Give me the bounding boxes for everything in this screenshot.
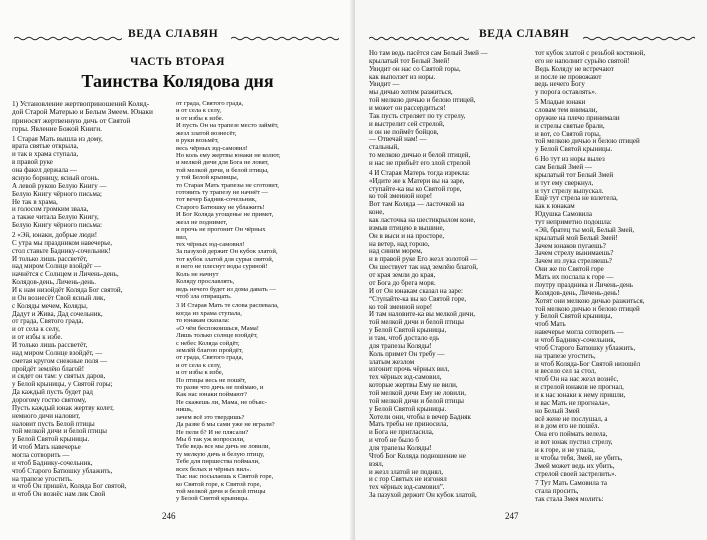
verse-line: и прочь не прогонит Он чёрных	[176, 226, 266, 234]
verse-line: Хотели они, чтобы в вечер Бадняк	[369, 412, 471, 421]
verse-line: 1 Старая Мать вышла из дому,	[12, 134, 103, 143]
verse-line: и к горе, и не упала,	[535, 445, 595, 454]
verse-line: той мелкой дичи и белой птицы	[369, 318, 464, 327]
verse-line: ко той змеиной норе!	[369, 302, 433, 311]
verse-line: на ветер, над горою,	[369, 239, 430, 248]
verse-line: и чтоб Баднику-сочельник,	[535, 335, 616, 344]
verse-line: и с гор Святых не изгонял	[369, 475, 447, 484]
verse-line: у Белой Святой крыницы,	[535, 312, 613, 321]
verse-line: на трапезе угостить.	[12, 474, 73, 483]
verse-line: и от избы к избе.	[176, 114, 224, 122]
verse-line: для трапезы Коляды!	[369, 341, 432, 350]
verse-line: той мелкою дичью и белою птицей	[535, 304, 640, 313]
verse-line: стрелой своей застрелить».	[535, 469, 617, 478]
verse-line: и от села к селу,	[12, 325, 60, 334]
verse-line: у Белой крыницы, у Святой горы;	[12, 380, 113, 389]
verse-line: Колядов-день, Личень-день!	[535, 288, 620, 297]
verse-line: С утра мы праздником навечерье,	[12, 238, 113, 247]
verse-line: тот кубок златой с резьбой костяной,	[535, 49, 646, 57]
verse-line: Но коль ему жертвы юнаки не колют,	[176, 151, 281, 159]
verse-line: когда из храма ступала,	[176, 309, 242, 317]
verse-line: И Бог Коляда угощенье не примет,	[176, 211, 274, 219]
verse-line: и после не провожают	[535, 72, 602, 81]
verse-line: чтоб Мать	[535, 320, 566, 329]
verse-line: За пазухой держит Он кубок златой,	[176, 248, 278, 256]
verse-line: «Идите же к Матери вы на заре,	[369, 176, 465, 185]
verse-line: навечерье могла сотворить —	[535, 328, 624, 337]
verse-line: Увидит —	[369, 80, 400, 89]
verse-line: Мать их послала к горе —	[535, 273, 614, 282]
running-header	[0, 28, 355, 48]
verse-line: Он в выси и на просторе,	[369, 231, 445, 240]
verse-line: Дадут и Жива, Дад сочельник,	[12, 309, 103, 318]
verse-line: Но там ведь пасётся сам Белый Змей —	[369, 49, 488, 57]
verse-line: ту мелкую дичь и белую птицу,	[176, 450, 265, 458]
verse-line: у Белой Святой крыницы.	[12, 435, 90, 444]
verse-line: стала просить,	[535, 487, 579, 496]
verse-line: “Ступайте-ка вы ко Святой горе,	[369, 294, 467, 303]
page-number-right: 247	[505, 511, 519, 521]
verse-line: дорогому гостю святому,	[12, 395, 87, 404]
verse-line: то мелкою дичью и белой птицей,	[369, 151, 471, 160]
verse-line: вил,	[176, 233, 188, 241]
verse-line: от Бога до брега моря.	[369, 278, 436, 287]
verse-line: у той Белой крыницы,	[176, 174, 239, 182]
verse-line: дой Старой Матерью и Белым Змеем. Юнаки	[12, 107, 153, 117]
verse-line: изгонит прочь чёрных вил,	[369, 365, 450, 374]
verse-line: А левой рукою Белую Книгу —	[12, 181, 107, 190]
verse-line: на трапезе угостить,	[535, 351, 596, 360]
verse-line: взял,	[369, 459, 384, 468]
verse-line: Не скажешь ли, Мама, не объяс-	[176, 398, 267, 406]
verse-line: немного дичи наловит,	[12, 411, 81, 420]
verse-line: и нас не прибьёт его злой стрелой	[369, 159, 471, 168]
verse-line: Колядов-день, Личень-день.	[12, 278, 96, 287]
right-column-1	[369, 50, 539, 500]
verse-line: тех чёрных юд-самовил”.	[369, 483, 445, 492]
verse-line: врата святые открыла,	[12, 142, 79, 151]
verse-line: чтоб Старого Батюшку ублажить,	[12, 466, 113, 475]
verse-line: поутру праздника и Личень-день	[535, 280, 633, 289]
verse-line: И от Он юнакам сказал на заре:	[369, 286, 463, 295]
verse-line: И к нам низойдёт Коляда Бог святой,	[12, 285, 123, 294]
verse-line: Она его поймать велела,	[535, 430, 608, 439]
verse-line: словам тем внимали,	[535, 106, 598, 115]
verse-line: Зачем из лука стреляешь?	[535, 257, 612, 266]
verse-line: Коляду прославлять,	[176, 278, 235, 286]
verse-line: и сядет он там: у святых даров,	[12, 372, 106, 381]
verse-line: зачем всё это твердишь?	[176, 413, 245, 421]
verse-line: мы дичью хотим разжиться,	[369, 88, 453, 97]
verse-line: тот вечер Бадник-сочельник,	[176, 196, 257, 204]
left-column-2	[176, 100, 348, 503]
verse-line: 3 И Старая Мать те слова распевала,	[176, 302, 279, 310]
verse-line: той мелкой дичи и белой птицы	[12, 427, 107, 436]
verse-line: 1) Установление жертвоприношений Коляд-	[12, 99, 150, 108]
header-ornament-left	[14, 36, 122, 41]
verse-line: Коль не начнут	[176, 270, 219, 278]
verse-line: которые жертвы Ему не вили,	[369, 381, 458, 390]
verse-line: от града, Святого града,	[176, 100, 244, 107]
verse-line: и чтоб не было б	[369, 436, 419, 445]
verse-line: и от избы к избе.	[12, 333, 63, 342]
verse-line: Тыс нас посылаешь к Святой горе,	[176, 473, 274, 481]
verse-line: чтоб Он на нас жезл вознёс,	[535, 375, 619, 384]
verse-line: жезл златой вознесёт,	[176, 129, 237, 137]
verse-line: И там наловите-ка вы мелкой дичи,	[369, 310, 475, 319]
verse-line: как ласточка на шестикрылом коне,	[369, 216, 476, 225]
verse-line: у Белой Святой крыницы.	[535, 145, 613, 154]
verse-line: а также читала Белую Книгу,	[12, 213, 99, 222]
book-title: ВЕДА СЛАВЯН	[128, 28, 219, 40]
verse-line: у Белой Святой крыницы,	[369, 326, 447, 335]
verse-line: и к нас юнаки к нему пришли,	[535, 390, 626, 399]
verse-line: «Эй, братец ты мой, Белый Змей,	[535, 225, 635, 234]
verse-line: тех чёрных юд-самовил,	[369, 373, 442, 382]
verse-line: и стрелы святые брали,	[535, 121, 605, 130]
verse-line: и чтоб Баднику-сочельник,	[12, 458, 93, 467]
verse-line: Они же по Святой горе	[535, 265, 604, 274]
verse-line: от края земли до края,	[369, 271, 436, 280]
verse-line: над миром Солнце взойдёт —	[12, 262, 102, 271]
chapter-title: Таинства Колядова дня	[81, 71, 274, 91]
verse-line: И чтоб Мать навечерье	[12, 443, 81, 452]
verse-line: нишь,	[176, 406, 193, 414]
verse-line: Тебе ведь все мы дичь не ловили,	[176, 443, 271, 451]
verse-line: чтоб зла отвращать.	[176, 292, 232, 300]
verse-line: стальный,	[369, 143, 400, 152]
verse-line: Белую Книгу чёрного письма;	[12, 189, 102, 198]
verse-line: у порога оставлять».	[535, 88, 597, 97]
verse-line: 7 Тут Мать Самовила та	[535, 479, 607, 488]
verse-line: и в дом его не пошёл.	[535, 422, 600, 431]
verse-line: Вот там Коляда — ласточкой на	[369, 200, 465, 209]
verse-line: и от избы к избе,	[176, 369, 224, 377]
verse-line: и жезл златой не поднял,	[369, 467, 444, 476]
verse-line: Мать требы не приносила,	[369, 420, 449, 429]
verse-line: чтоб Старого Батюшку ублажить,	[535, 343, 636, 352]
verse-line: сам Белый Змей —	[535, 163, 592, 172]
verse-line: наловит пусть Белой птицы	[12, 419, 95, 428]
verse-line: той мелкой дичи Ему не ловили,	[369, 388, 466, 397]
verse-line: Змей может ведь их убить,	[535, 461, 615, 470]
verse-line: — Отвечай нам! —	[369, 135, 427, 144]
verse-line: И только лишь рассветёт,	[12, 254, 88, 263]
verse-line: сметая кругом снежные поля —	[12, 356, 108, 365]
verse-line: и стрелой юнаков не прогнал,	[535, 383, 624, 392]
verse-line: взмыв птицею в вышине,	[369, 223, 445, 232]
verse-line: и чтоб Он пришёл, Коляда Бог святой,	[12, 482, 127, 491]
verse-line: той мелкою дичью и белою птицей	[535, 137, 640, 146]
verse-line: Да разве б мы сами уже не играли?	[176, 421, 275, 429]
verse-line: Увидит он нас со Святой горы,	[369, 64, 461, 73]
verse-line: и вот юнак пустил стрелу,	[535, 438, 613, 447]
verse-line: и весело сел за стол,	[535, 367, 596, 376]
verse-line: той мелкой дичи и белой птицы	[176, 487, 266, 495]
page-number-left: 246	[162, 511, 176, 521]
verse-line: его не наполнит сурьёю святой!	[535, 56, 630, 65]
verse-line: той мелкой дичи и белой птицы	[369, 396, 464, 405]
verse-line: и мелкой дичи для Бога не ловят,	[176, 159, 269, 167]
verse-line: с Коляды мечем, Коляды,	[12, 301, 88, 310]
verse-line: За пазухой держит Он кубок златой,	[369, 491, 477, 500]
verse-line: жезл не поднимет,	[176, 218, 228, 226]
verse-line: Как нас юнаки поймают?	[176, 391, 247, 399]
verse-line: то Старая Мать трапезы не сготовит,	[176, 181, 279, 189]
verse-line: и выстрелит сей стрелой,	[369, 119, 445, 128]
verse-line: готовить ту трапезу не начнёт —	[176, 189, 268, 197]
verse-line: Тебе для пиршества поймали,	[176, 458, 260, 466]
running-header-right	[355, 28, 707, 48]
header-ornament-right	[231, 36, 339, 41]
verse-line: и тут стрелу выпускал.	[535, 186, 604, 195]
verse-line: Он шествует так над землёю благой,	[369, 263, 478, 272]
header-ornament-right	[583, 36, 695, 41]
verse-line: Так пусть стреляет по ту стрелу,	[369, 111, 466, 120]
verse-line: По птицы весь не пошёт,	[176, 376, 246, 384]
verse-line: в правой руке	[12, 158, 53, 167]
verse-line: тут неприметно подошла:	[535, 218, 612, 227]
verse-line: Белую Книгу чёрного письма:	[12, 221, 102, 230]
verse-line: Зачем стрелу вынимаешь?	[535, 249, 614, 258]
verse-line: так стала Змея молить:	[535, 495, 604, 504]
header-ornament-left	[369, 36, 469, 41]
verse-line: Старого Батюшку не ублажить!	[176, 203, 265, 211]
verse-line: Ещё тут стрела не взлетела,	[535, 194, 618, 203]
verse-line: и там, чтоб достало едь	[369, 333, 440, 342]
verse-line: Лишь только солнце взойдёт,	[176, 332, 258, 340]
verse-line: 6 Но тут из норы вылез	[535, 155, 605, 164]
verse-line: и вот, со Святой горы,	[535, 129, 601, 138]
verse-line: для трапезы Коляды!	[369, 443, 432, 452]
verse-line: всё жене не послушал, а	[535, 414, 608, 423]
verse-line: и может он рассердиться!	[369, 104, 446, 113]
verse-line: могла сотворить —	[12, 451, 70, 459]
verse-line: Не так в храма,	[12, 197, 58, 206]
verse-line: от града, Святого града,	[176, 354, 244, 362]
verse-line: 5 Младые юнаки	[535, 98, 586, 107]
verse-line: ко той змеиной норе!	[369, 192, 433, 201]
verse-line: у Белой Святой крыницы.	[176, 495, 249, 503]
verse-line: но Белый Змей	[535, 406, 580, 415]
verse-line: то юнакам сказала:	[176, 317, 230, 325]
section-label: ЧАСТЬ ВТОРАЯ	[130, 56, 225, 68]
verse-line: всех белых и чёрных вил».	[176, 465, 252, 473]
verse-line: и в правой руке Его жезл золотой —	[369, 255, 478, 264]
verse-line: крылатый тот Белый Змей!	[369, 56, 450, 65]
verse-line: тот кубок златой для сурьи святой,	[176, 255, 274, 263]
verse-line: ведь нечего будет из дома давать —	[176, 285, 276, 293]
verse-line: и от села к селу,	[176, 361, 222, 369]
verse-line: крылатый тот Белый Змей	[535, 170, 614, 179]
verse-line: с небес Коляда сойдёт,	[176, 339, 240, 347]
verse-line: и голосом громким звала,	[12, 205, 89, 214]
verse-line: Зачем юнаков пугаешь?	[535, 241, 606, 250]
verse-line: в руки возьмёт,	[176, 137, 219, 145]
verse-line: стол ставьте Баднику-сочельник!	[12, 246, 111, 255]
verse-line: ко Святой горе, к Святой горе,	[176, 480, 262, 488]
verse-line: и Бога не пригласила,	[369, 428, 434, 437]
verse-line: 2 «Эй, юнаки, добрые люди!	[12, 230, 98, 239]
verse-line: ступайте-ка вы ко Святой горе,	[369, 184, 462, 193]
verse-line: и он не поймёт бойцов,	[369, 127, 439, 136]
verse-line: и так в храма ступала,	[12, 150, 79, 159]
verse-line: над миром Солнце взойдёт, —	[12, 348, 103, 357]
verse-line: ведь нечего Богу	[535, 80, 585, 89]
verse-line: и чтобы тебя, Змей, не убить,	[535, 453, 623, 462]
verse-line: Не пели б? И не плясали?	[176, 428, 249, 436]
verse-line: Юдушка Самовила	[535, 210, 592, 219]
verse-line: и от села к селу,	[176, 107, 222, 115]
verse-line: и тут ему сверкнул,	[535, 178, 594, 187]
verse-line: И пусть Он на трапезе место займёт,	[176, 122, 279, 130]
verse-line: ясную борницу, ясный огонь.	[12, 173, 100, 182]
verse-line: тех чёрных юд-самовил!	[176, 241, 245, 249]
verse-line: начнётся с Солнцем и Личень-день,	[12, 270, 119, 279]
verse-line: весь чёрных юд-самовил!	[176, 144, 248, 152]
right-page	[355, 0, 707, 540]
verse-line: Коль примет Он требу —	[369, 349, 445, 358]
verse-line: коне,	[369, 208, 385, 217]
verse-line: Мы б так уж вопросили,	[176, 435, 245, 443]
verse-line: то разве что дичь не поймаю, и	[176, 384, 264, 392]
verse-line: над синим морем,	[369, 247, 423, 256]
verse-line: пройдёт землёю благой!	[12, 364, 85, 373]
verse-line: оружие на плечо принимали	[535, 113, 620, 122]
verse-line: златым жезлом	[369, 357, 415, 366]
verse-line: крылатый мой Белый Змей!	[535, 233, 618, 242]
verse-line: землёй благою пройдёт,	[176, 346, 243, 354]
verse-line: той мелкой дичи, и белой птицы,	[176, 166, 269, 174]
verse-line: Да каждый пусть будет рад	[12, 388, 93, 397]
verse-line: Хотят они мелкою дичью разжиться,	[535, 296, 645, 305]
book-title-right: ВЕДА СЛАВЯН	[479, 28, 570, 40]
verse-line: 4 И Старая Матерь тогда изрекла:	[369, 168, 470, 177]
verse-line: приносят жертвенную дичь от Святой	[12, 115, 131, 125]
verse-line: Чтоб Бог Коляда подношение не	[369, 451, 466, 460]
verse-line: у Белой Святой крыницы.	[369, 404, 447, 413]
verse-line: как выползет из норы.	[369, 72, 436, 81]
verse-line: она факел держала —	[12, 166, 77, 175]
left-column-1	[12, 100, 172, 499]
verse-line: и чтоб Коляда-Бог Святой низошёл	[535, 359, 641, 368]
verse-line: от града, Святого града,	[12, 317, 84, 326]
verse-line: и Он вознесёт Свой ясный лик,	[12, 293, 106, 302]
verse-line: Пусть каждый юнак жертву колет,	[12, 403, 114, 412]
verse-line: в него не плеснут воды суряной!	[176, 263, 268, 271]
verse-line: И только лишь рассветёт,	[12, 340, 88, 349]
verse-line: горы. Явление Божой Книги.	[12, 124, 102, 134]
verse-line: и вас Мать не прогнала»,	[535, 398, 610, 407]
verse-line: Ведь Коляду не встречают	[535, 64, 614, 73]
verse-line: и чтоб Он вознёс нам лик Свой	[12, 490, 106, 499]
verse-line: «О чём беспокоишься, Мама!	[176, 324, 259, 332]
verse-line: как к юнакам	[535, 202, 575, 211]
verse-line: той мелкою дичью и белою птицей,	[369, 96, 476, 105]
right-column-2	[535, 50, 703, 504]
